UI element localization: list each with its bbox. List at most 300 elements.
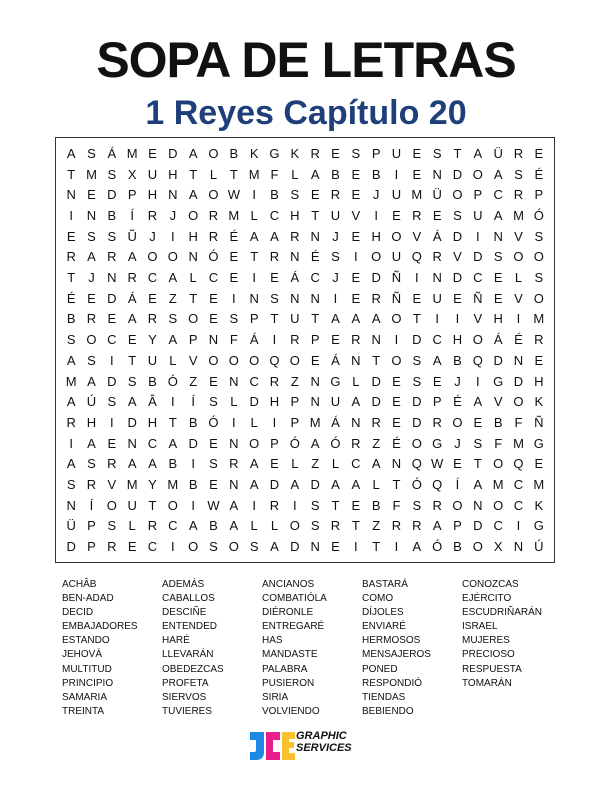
grid-cell[interactable]: R: [432, 497, 442, 513]
grid-cell[interactable]: H: [452, 332, 463, 348]
grid-cell[interactable]: R: [127, 270, 137, 286]
grid-cell[interactable]: F: [270, 166, 279, 182]
grid-cell[interactable]: R: [351, 435, 361, 451]
grid-cell[interactable]: H: [168, 166, 178, 182]
grid-cell[interactable]: D: [66, 539, 76, 555]
grid-cell[interactable]: T: [412, 311, 421, 327]
grid-cell[interactable]: C: [513, 497, 524, 513]
grid-cell[interactable]: H: [86, 414, 97, 430]
grid-cell[interactable]: E: [392, 373, 401, 389]
grid-cell[interactable]: Q: [411, 456, 422, 472]
grid-cell[interactable]: O: [208, 145, 219, 161]
grid-cell[interactable]: N: [168, 187, 178, 203]
grid-cell[interactable]: G: [493, 373, 504, 389]
grid-cell[interactable]: P: [290, 414, 300, 430]
grid-cell[interactable]: V: [493, 394, 503, 410]
grid-cell[interactable]: S: [87, 145, 96, 161]
grid-cell[interactable]: M: [126, 477, 138, 493]
grid-cell[interactable]: Z: [311, 456, 320, 472]
grid-cell[interactable]: H: [188, 228, 198, 244]
grid-cell[interactable]: A: [371, 456, 381, 472]
grid-cell[interactable]: E: [209, 311, 218, 327]
grid-cell[interactable]: R: [147, 207, 158, 223]
grid-cell[interactable]: D: [513, 373, 524, 389]
grid-cell[interactable]: O: [371, 249, 382, 265]
grid-cell[interactable]: Ñ: [473, 290, 483, 306]
grid-cell[interactable]: M: [126, 145, 138, 161]
grid-cell[interactable]: N: [86, 207, 97, 223]
grid-cell[interactable]: Ú: [86, 394, 97, 410]
grid-cell[interactable]: H: [147, 414, 158, 430]
grid-cell[interactable]: C: [147, 435, 158, 451]
grid-cell[interactable]: Q: [432, 477, 443, 493]
grid-cell[interactable]: É: [229, 228, 239, 244]
grid-cell[interactable]: D: [188, 435, 198, 451]
grid-cell[interactable]: T: [311, 207, 320, 223]
grid-cell[interactable]: E: [392, 414, 401, 430]
grid-cell[interactable]: L: [128, 518, 136, 534]
grid-cell[interactable]: I: [252, 270, 256, 286]
grid-cell[interactable]: T: [331, 497, 340, 513]
grid-cell[interactable]: S: [66, 332, 76, 348]
grid-cell[interactable]: O: [289, 518, 300, 534]
grid-cell[interactable]: Y: [148, 332, 157, 348]
grid-cell[interactable]: P: [371, 145, 381, 161]
grid-cell[interactable]: O: [472, 166, 483, 182]
grid-cell[interactable]: Ó: [432, 539, 443, 555]
grid-cell[interactable]: O: [106, 497, 117, 513]
grid-cell[interactable]: Z: [290, 373, 299, 389]
grid-cell[interactable]: N: [513, 539, 524, 555]
grid-cell[interactable]: U: [391, 187, 402, 203]
grid-cell[interactable]: S: [168, 311, 178, 327]
grid-cell[interactable]: B: [107, 207, 117, 223]
grid-cell[interactable]: N: [66, 497, 76, 513]
grid-cell[interactable]: N: [290, 249, 300, 265]
grid-cell[interactable]: Á: [493, 332, 503, 348]
grid-cell[interactable]: P: [127, 187, 137, 203]
grid-cell[interactable]: C: [208, 270, 219, 286]
grid-cell[interactable]: M: [513, 435, 524, 451]
grid-cell[interactable]: S: [107, 228, 117, 244]
grid-cell[interactable]: H: [534, 373, 544, 389]
grid-cell[interactable]: O: [228, 539, 239, 555]
grid-cell[interactable]: E: [351, 187, 361, 203]
grid-cell[interactable]: S: [229, 311, 239, 327]
grid-cell[interactable]: É: [514, 332, 523, 348]
grid-cell[interactable]: L: [250, 414, 258, 430]
grid-cell[interactable]: L: [189, 270, 197, 286]
grid-cell[interactable]: J: [169, 207, 177, 223]
grid-cell[interactable]: N: [391, 456, 402, 472]
grid-cell[interactable]: A: [249, 456, 259, 472]
grid-cell[interactable]: S: [290, 187, 300, 203]
grid-cell[interactable]: J: [454, 373, 461, 389]
grid-cell[interactable]: I: [435, 311, 439, 327]
grid-cell[interactable]: T: [168, 414, 177, 430]
grid-cell[interactable]: Y: [148, 477, 157, 493]
grid-cell[interactable]: A: [168, 332, 178, 348]
grid-cell[interactable]: I: [455, 311, 460, 327]
grid-cell[interactable]: N: [351, 414, 361, 430]
grid-cell[interactable]: M: [492, 477, 504, 493]
grid-cell[interactable]: L: [250, 207, 258, 223]
grid-cell[interactable]: E: [453, 290, 462, 306]
grid-cell[interactable]: Ũ: [127, 228, 137, 244]
grid-cell[interactable]: E: [209, 477, 218, 493]
grid-cell[interactable]: O: [391, 228, 402, 244]
grid-cell[interactable]: O: [452, 187, 463, 203]
grid-cell[interactable]: A: [270, 539, 279, 555]
grid-cell[interactable]: N: [432, 166, 442, 182]
grid-cell[interactable]: I: [394, 539, 399, 555]
grid-cell[interactable]: S: [209, 394, 218, 410]
grid-cell[interactable]: R: [310, 145, 320, 161]
grid-cell[interactable]: T: [311, 311, 320, 327]
grid-cell[interactable]: J: [332, 270, 339, 286]
grid-cell[interactable]: M: [513, 207, 524, 223]
grid-cell[interactable]: A: [249, 477, 259, 493]
grid-cell[interactable]: N: [127, 435, 137, 451]
grid-cell[interactable]: A: [87, 249, 96, 265]
grid-cell[interactable]: R: [208, 228, 219, 244]
grid-cell[interactable]: I: [191, 456, 195, 472]
grid-cell[interactable]: C: [310, 270, 320, 286]
grid-cell[interactable]: U: [391, 249, 402, 265]
grid-cell[interactable]: M: [309, 414, 321, 430]
grid-cell[interactable]: M: [65, 373, 77, 389]
grid-cell[interactable]: L: [250, 518, 258, 534]
grid-cell[interactable]: B: [371, 166, 381, 182]
grid-cell[interactable]: N: [188, 249, 198, 265]
grid-cell[interactable]: B: [66, 311, 76, 327]
grid-cell[interactable]: N: [229, 477, 239, 493]
grid-cell[interactable]: I: [110, 414, 114, 430]
grid-cell[interactable]: D: [107, 290, 117, 306]
grid-cell[interactable]: C: [513, 477, 524, 493]
grid-cell[interactable]: É: [392, 435, 401, 451]
grid-cell[interactable]: A: [66, 352, 76, 368]
grid-cell[interactable]: S: [270, 290, 279, 306]
grid-cell[interactable]: T: [372, 539, 381, 555]
grid-cell[interactable]: F: [229, 332, 238, 348]
grid-cell[interactable]: I: [394, 332, 399, 348]
grid-cell[interactable]: V: [514, 228, 523, 244]
grid-cell[interactable]: D: [473, 518, 483, 534]
grid-cell[interactable]: A: [66, 145, 76, 161]
grid-cell[interactable]: N: [432, 270, 442, 286]
grid-cell[interactable]: I: [333, 290, 338, 306]
grid-cell[interactable]: H: [269, 394, 280, 410]
grid-cell[interactable]: O: [167, 249, 178, 265]
grid-cell[interactable]: E: [473, 414, 483, 430]
grid-cell[interactable]: R: [412, 207, 422, 223]
grid-cell[interactable]: O: [513, 394, 524, 410]
grid-cell[interactable]: A: [473, 477, 483, 493]
grid-cell[interactable]: B: [229, 145, 239, 161]
grid-cell[interactable]: O: [208, 352, 219, 368]
grid-cell[interactable]: I: [354, 539, 358, 555]
grid-cell[interactable]: O: [188, 311, 199, 327]
grid-cell[interactable]: O: [86, 332, 97, 348]
grid-cell[interactable]: C: [168, 518, 178, 534]
grid-cell[interactable]: E: [392, 207, 401, 223]
grid-cell[interactable]: D: [371, 394, 381, 410]
grid-cell[interactable]: I: [110, 352, 114, 368]
grid-cell[interactable]: U: [473, 207, 483, 223]
grid-cell[interactable]: R: [147, 518, 158, 534]
grid-cell[interactable]: L: [230, 394, 238, 410]
grid-cell[interactable]: S: [87, 352, 96, 368]
grid-cell[interactable]: N: [473, 497, 483, 513]
grid-cell[interactable]: B: [371, 497, 381, 513]
grid-cell[interactable]: M: [228, 207, 240, 223]
grid-cell[interactable]: S: [87, 228, 96, 244]
grid-cell[interactable]: I: [272, 332, 277, 348]
grid-cell[interactable]: C: [107, 332, 117, 348]
grid-cell[interactable]: N: [513, 352, 524, 368]
grid-cell[interactable]: S: [209, 539, 218, 555]
grid-cell[interactable]: A: [310, 435, 320, 451]
grid-cell[interactable]: I: [354, 249, 358, 265]
grid-cell[interactable]: H: [147, 187, 158, 203]
grid-cell[interactable]: D: [249, 394, 259, 410]
grid-cell[interactable]: R: [330, 187, 341, 203]
grid-cell[interactable]: R: [432, 414, 442, 430]
grid-cell[interactable]: Á: [127, 290, 137, 306]
grid-cell[interactable]: O: [188, 207, 199, 223]
grid-cell[interactable]: É: [534, 166, 544, 182]
grid-cell[interactable]: M: [533, 477, 545, 493]
grid-cell[interactable]: E: [127, 332, 137, 348]
grid-cell[interactable]: D: [290, 539, 300, 555]
grid-cell[interactable]: U: [127, 497, 137, 513]
grid-cell[interactable]: S: [310, 497, 320, 513]
grid-cell[interactable]: D: [310, 477, 320, 493]
grid-cell[interactable]: I: [252, 497, 256, 513]
grid-cell[interactable]: E: [331, 539, 340, 555]
grid-cell[interactable]: Á: [331, 414, 340, 430]
grid-cell[interactable]: O: [208, 187, 219, 203]
grid-cell[interactable]: L: [514, 270, 523, 286]
grid-cell[interactable]: E: [209, 373, 218, 389]
grid-cell[interactable]: J: [332, 228, 339, 244]
grid-cell[interactable]: H: [493, 311, 503, 327]
grid-cell[interactable]: A: [127, 311, 137, 327]
grid-cell[interactable]: A: [371, 311, 381, 327]
grid-cell[interactable]: U: [330, 207, 341, 223]
grid-cell[interactable]: R: [229, 456, 239, 472]
grid-cell[interactable]: D: [168, 145, 178, 161]
grid-cell[interactable]: T: [392, 477, 401, 493]
grid-cell[interactable]: A: [168, 270, 178, 286]
grid-cell[interactable]: P: [534, 187, 544, 203]
grid-cell[interactable]: D: [269, 477, 280, 493]
grid-cell[interactable]: A: [473, 394, 483, 410]
grid-cell[interactable]: D: [371, 270, 381, 286]
grid-cell[interactable]: Ñ: [391, 270, 402, 286]
grid-cell[interactable]: D: [412, 332, 422, 348]
grid-cell[interactable]: E: [534, 352, 544, 368]
grid-cell[interactable]: A: [87, 435, 96, 451]
grid-cell[interactable]: I: [69, 435, 73, 451]
grid-cell[interactable]: A: [127, 249, 137, 265]
grid-cell[interactable]: A: [87, 373, 96, 389]
grid-cell[interactable]: C: [493, 518, 503, 534]
grid-cell[interactable]: E: [127, 539, 137, 555]
grid-cell[interactable]: V: [514, 290, 523, 306]
grid-cell[interactable]: A: [188, 145, 198, 161]
grid-cell[interactable]: S: [66, 477, 76, 493]
grid-cell[interactable]: A: [270, 228, 279, 244]
grid-cell[interactable]: V: [453, 249, 462, 265]
grid-cell[interactable]: C: [432, 332, 442, 348]
grid-cell[interactable]: L: [209, 166, 218, 182]
grid-cell[interactable]: R: [412, 518, 422, 534]
grid-cell[interactable]: P: [249, 311, 259, 327]
grid-cell[interactable]: Q: [472, 352, 483, 368]
grid-cell[interactable]: P: [310, 332, 320, 348]
grid-cell[interactable]: C: [269, 207, 280, 223]
grid-cell[interactable]: P: [87, 518, 96, 534]
grid-cell[interactable]: I: [191, 497, 195, 513]
grid-cell[interactable]: V: [412, 228, 422, 244]
grid-cell[interactable]: R: [66, 249, 76, 265]
grid-cell[interactable]: S: [107, 518, 117, 534]
grid-cell[interactable]: I: [232, 290, 236, 306]
grid-cell[interactable]: W: [431, 456, 444, 472]
grid-cell[interactable]: Q: [513, 456, 524, 472]
grid-cell[interactable]: S: [249, 539, 259, 555]
grid-cell[interactable]: R: [86, 477, 97, 493]
grid-cell[interactable]: S: [493, 249, 503, 265]
grid-cell[interactable]: Í: [89, 497, 94, 513]
grid-cell[interactable]: B: [453, 539, 462, 555]
grid-cell[interactable]: O: [533, 249, 544, 265]
grid-cell[interactable]: I: [476, 228, 480, 244]
grid-cell[interactable]: Z: [189, 373, 198, 389]
grid-cell[interactable]: L: [169, 352, 177, 368]
grid-cell[interactable]: D: [452, 270, 463, 286]
grid-cell[interactable]: N: [351, 352, 361, 368]
grid-cell[interactable]: C: [351, 456, 361, 472]
grid-cell[interactable]: I: [293, 497, 297, 513]
grid-cell[interactable]: N: [107, 270, 117, 286]
grid-cell[interactable]: H: [290, 207, 300, 223]
grid-cell[interactable]: R: [371, 290, 381, 306]
grid-cell[interactable]: V: [107, 477, 117, 493]
grid-cell[interactable]: Ó: [208, 249, 219, 265]
grid-cell[interactable]: E: [270, 456, 279, 472]
grid-cell[interactable]: T: [453, 145, 462, 161]
grid-cell[interactable]: A: [493, 207, 503, 223]
grid-cell[interactable]: Q: [411, 249, 422, 265]
grid-cell[interactable]: T: [351, 518, 360, 534]
grid-cell[interactable]: E: [412, 290, 422, 306]
grid-cell[interactable]: T: [250, 249, 259, 265]
grid-cell[interactable]: O: [493, 456, 504, 472]
grid-cell[interactable]: S: [310, 518, 320, 534]
grid-cell[interactable]: A: [331, 477, 340, 493]
grid-cell[interactable]: I: [394, 166, 399, 182]
grid-cell[interactable]: Ó: [208, 414, 219, 430]
grid-cell[interactable]: B: [493, 414, 503, 430]
grid-cell[interactable]: O: [249, 435, 260, 451]
grid-cell[interactable]: I: [252, 187, 256, 203]
grid-cell[interactable]: W: [207, 497, 220, 513]
letter-grid[interactable]: [61, 143, 549, 557]
grid-cell[interactable]: S: [87, 456, 96, 472]
grid-cell[interactable]: E: [331, 332, 340, 348]
grid-cell[interactable]: G: [269, 145, 280, 161]
grid-cell[interactable]: R: [269, 497, 280, 513]
grid-cell[interactable]: A: [188, 518, 198, 534]
grid-cell[interactable]: N: [493, 228, 503, 244]
grid-cell[interactable]: R: [534, 332, 544, 348]
grid-cell[interactable]: Â: [148, 394, 157, 410]
grid-cell[interactable]: K: [290, 145, 300, 161]
grid-cell[interactable]: O: [513, 249, 524, 265]
grid-cell[interactable]: D: [412, 394, 422, 410]
grid-cell[interactable]: M: [411, 187, 423, 203]
grid-cell[interactable]: C: [147, 270, 158, 286]
grid-cell[interactable]: R: [351, 332, 361, 348]
grid-cell[interactable]: Ó: [533, 207, 544, 223]
grid-cell[interactable]: J: [88, 270, 95, 286]
grid-cell[interactable]: O: [289, 352, 300, 368]
grid-cell[interactable]: E: [229, 270, 239, 286]
grid-cell[interactable]: O: [391, 311, 402, 327]
grid-cell[interactable]: Á: [249, 332, 259, 348]
grid-cell[interactable]: N: [208, 332, 219, 348]
grid-cell[interactable]: Z: [372, 435, 381, 451]
grid-cell[interactable]: I: [232, 414, 236, 430]
grid-cell[interactable]: Ó: [289, 435, 300, 451]
grid-cell[interactable]: R: [290, 332, 300, 348]
grid-cell[interactable]: J: [454, 435, 461, 451]
grid-cell[interactable]: P: [290, 394, 300, 410]
grid-cell[interactable]: Í: [455, 477, 460, 493]
grid-cell[interactable]: A: [148, 456, 157, 472]
grid-cell[interactable]: N: [310, 228, 320, 244]
grid-cell[interactable]: D: [473, 249, 483, 265]
grid-cell[interactable]: U: [290, 311, 300, 327]
grid-cell[interactable]: R: [66, 414, 76, 430]
grid-cell[interactable]: T: [229, 166, 238, 182]
grid-cell[interactable]: T: [189, 290, 198, 306]
grid-cell[interactable]: M: [248, 166, 260, 182]
grid-cell[interactable]: A: [331, 311, 340, 327]
grid-cell[interactable]: T: [148, 497, 157, 513]
grid-cell[interactable]: O: [147, 249, 158, 265]
grid-cell[interactable]: E: [351, 290, 361, 306]
grid-cell[interactable]: D: [127, 414, 137, 430]
grid-cell[interactable]: I: [272, 414, 277, 430]
grid-cell[interactable]: E: [493, 290, 503, 306]
grid-cell[interactable]: N: [229, 373, 239, 389]
grid-cell[interactable]: D: [452, 166, 463, 182]
grid-cell[interactable]: B: [331, 166, 340, 182]
grid-cell[interactable]: M: [86, 166, 97, 182]
grid-cell[interactable]: T: [67, 270, 76, 286]
grid-cell[interactable]: S: [209, 456, 218, 472]
grid-cell[interactable]: Z: [168, 290, 177, 306]
grid-cell[interactable]: E: [534, 456, 544, 472]
grid-cell[interactable]: V: [473, 311, 483, 327]
grid-cell[interactable]: E: [534, 145, 544, 161]
grid-cell[interactable]: K: [249, 145, 259, 161]
grid-cell[interactable]: N: [371, 332, 381, 348]
